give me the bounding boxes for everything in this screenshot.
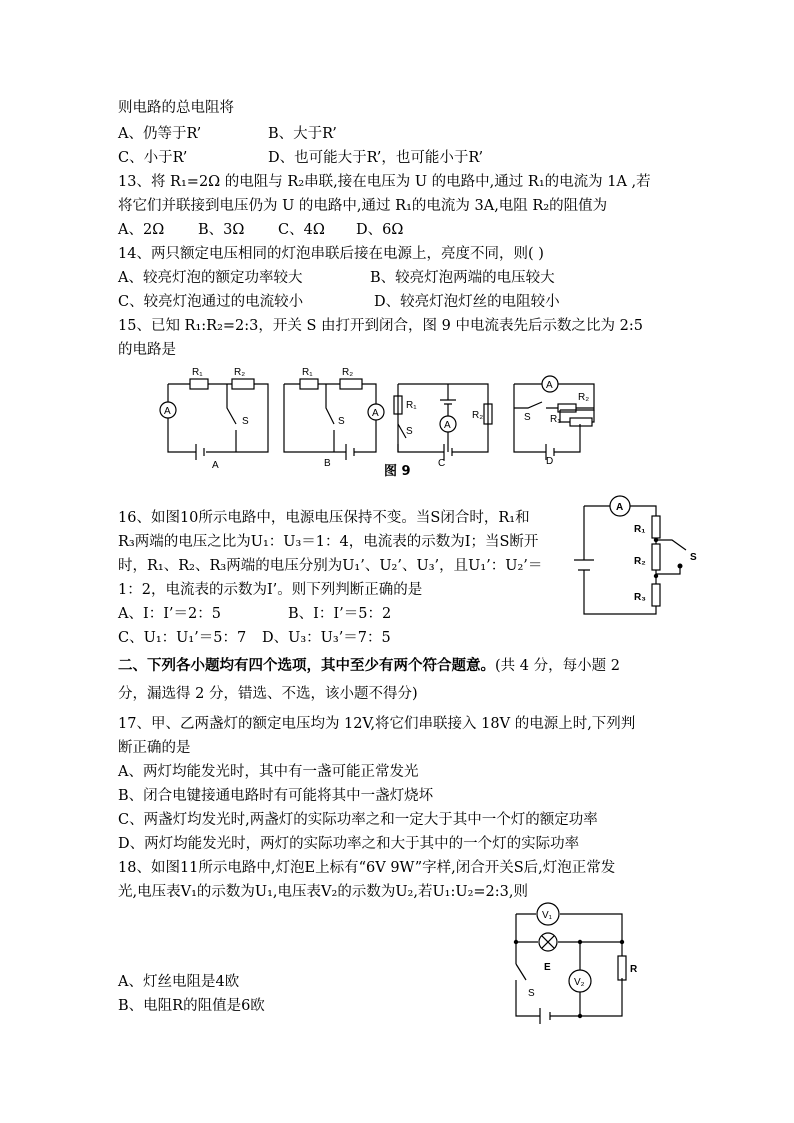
r1-label: R₁: [634, 524, 646, 535]
circuit-a-label: A: [212, 460, 219, 471]
option-b: B、I：I’＝5：2: [288, 606, 392, 622]
switch-label: S: [242, 416, 249, 427]
section-2-line2: 分，漏选得 2 分，错选、不选，该小题不得分): [118, 686, 418, 702]
ammeter-label: A: [444, 420, 451, 431]
r2-label: R₂: [472, 410, 484, 421]
question-18-line1: 18、如图11所示电路中,灯泡E上标有“6V 9W”字样,闭合开关S后,灯泡正常发: [118, 860, 616, 876]
resistor-label: R: [630, 964, 638, 975]
lamp-label: E: [544, 962, 551, 973]
text-line: 则电路的总电阻将: [118, 100, 234, 116]
question-16-line3: 时，R₁、R₂、R₃两端的电压分别为U₁’、U₂’、U₃’，且U₁’：U₂’＝: [118, 558, 543, 574]
option-c: C、小于R’: [118, 150, 188, 166]
r2-label: R₂: [578, 392, 590, 403]
question-17-line1: 17、甲、乙两盏灯的额定电压均为 12V,将它们串联接入 18V 的电源上时,下列判: [118, 716, 636, 732]
v2-label: V₂: [574, 977, 585, 988]
option-b: B、电阻R的阻值是6欧: [118, 998, 265, 1014]
question-14: 14、两只额定电压相同的灯泡串联后接在电源上，亮度不同，则( ): [118, 246, 544, 262]
r1-label: R₁: [192, 367, 203, 378]
option-a: A、仍等于R’: [118, 126, 202, 142]
question-18-line2: 光,电压表V₁的示数为U₁,电压表V₂的示数为U₂,若U₁:U₂=2:3,则: [118, 884, 529, 900]
circuit-d-label: D: [546, 456, 554, 467]
question-17-line2: 断正确的是: [118, 740, 191, 756]
r1-label: R₁: [406, 400, 417, 411]
r3-label: R₃: [634, 592, 646, 603]
r2-label: R₂: [342, 367, 354, 378]
section-2-note: (共 4 分，每小题 2: [495, 658, 620, 674]
figure-10: [572, 492, 712, 622]
option-c: C、4Ω: [278, 222, 325, 238]
option-d: D、6Ω: [356, 222, 404, 238]
option-b: B、闭合电键接通电路时有可能将其中一盏灯烧坏: [118, 788, 434, 804]
switch-label: S: [690, 552, 697, 563]
r2-label: R₂: [634, 556, 646, 567]
option-a: A、2Ω: [118, 222, 165, 238]
r1-label: R₁: [550, 414, 561, 425]
option-b: B、较亮灯泡两端的电压较大: [370, 270, 555, 286]
option-b: B、大于R’: [268, 126, 337, 142]
section-2-heading: [118, 656, 620, 676]
ammeter-label: A: [616, 502, 624, 513]
switch-label: S: [524, 412, 531, 423]
question-15-line2: 的电路是: [118, 342, 176, 358]
circuit-b-label: B: [324, 458, 331, 469]
question-16-line2: R₃两端的电压之比为U₁：U₃＝1：4，电流表的示数为I；当S断开: [118, 534, 539, 550]
question-16-line4: 1：2，电流表的示数为I’。则下列判断正确的是: [118, 582, 423, 598]
option-a: A、两灯均能发光时，其中有一盏可能正常发光: [118, 764, 419, 780]
question-16-line1: 16、如图10所示电路中，电源电压保持不变。当S闭合时，R₁和: [118, 510, 530, 526]
option-a: A、较亮灯泡的额定功率较大: [118, 270, 303, 286]
option-c: C、U₁：U₁’＝5：7: [118, 630, 247, 646]
question-13-line2: 将它们并联接到电压仍为 U 的电路中,通过 R₁的电流为 3A,电阻 R₂的阻值为: [118, 198, 608, 214]
question-15-line1: 15、已知 R₁:R₂=2:3，开关 S 由打开到闭合，图 9 中电流表先后示数之比为 2:5: [118, 318, 643, 334]
question-13-line1: 13、将 R₁=2Ω 的电阻与 R₂串联,接在电压为 U 的电路中,通过 R₁的电流为 1A ,若: [118, 174, 651, 190]
figure-11: [500, 900, 650, 1030]
figure-9-caption: 图 9: [384, 464, 411, 479]
option-d: D、也可能大于R’，也可能小于R’: [268, 150, 484, 166]
r2-label: R₂: [234, 367, 246, 378]
switch-label: S: [338, 416, 345, 427]
option-d: D、U₃：U₃’＝7：5: [262, 630, 391, 646]
ammeter-label: A: [372, 408, 379, 419]
option-d: D、较亮灯泡灯丝的电阻较小: [374, 294, 560, 310]
switch-label: S: [406, 426, 413, 437]
switch-label: S: [528, 988, 535, 999]
option-a: A、I：I’＝2：5: [118, 606, 221, 622]
ammeter-label: A: [546, 380, 553, 391]
option-c: C、两盏灯均发光时,两盏灯的实际功率之和一定大于其中一个灯的额定功率: [118, 812, 598, 828]
v1-label: V₁: [542, 910, 553, 921]
r1-label: R₁: [302, 367, 313, 378]
ammeter-label: A: [164, 406, 171, 417]
circuit-c-label: C: [438, 458, 446, 469]
option-a: A、灯丝电阻是4欧: [118, 974, 240, 990]
option-d: D、两灯均能发光时，两灯的实际功率之和大于其中的一个灯的实际功率: [118, 836, 580, 852]
section-2-title: 二、下列各小题均有四个选项，其中至少有两个符合题意。: [118, 657, 495, 674]
option-c: C、较亮灯泡通过的电流较小: [118, 294, 304, 310]
option-b: B、3Ω: [198, 222, 245, 238]
